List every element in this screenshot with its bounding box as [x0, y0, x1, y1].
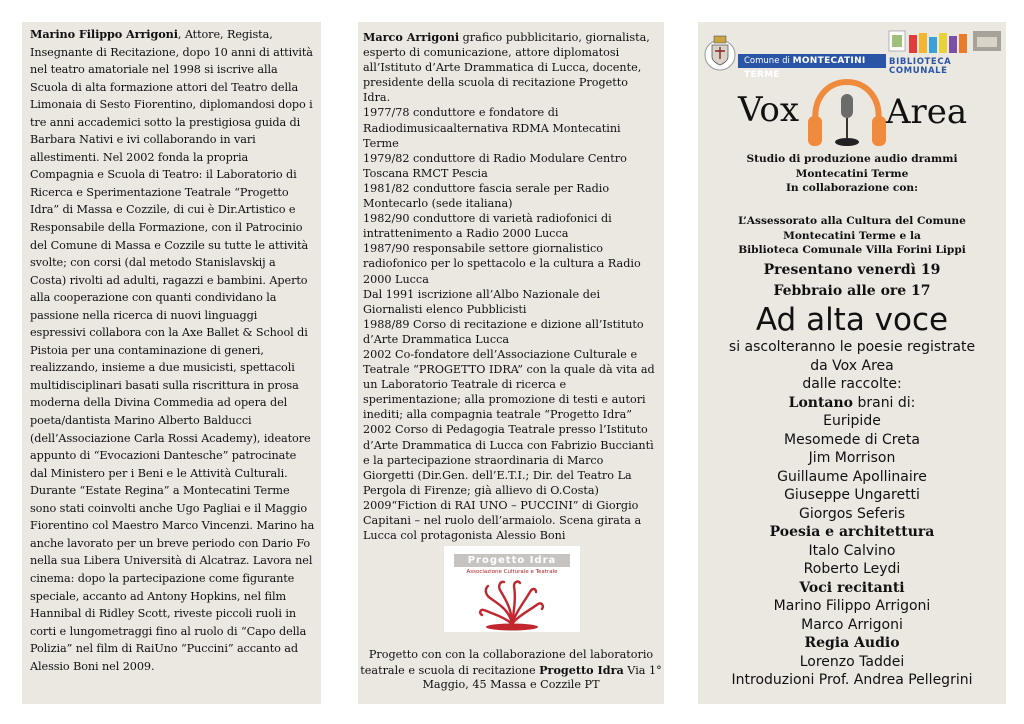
bio-marco-line: 1982/90 conduttore di varietà radiofonici di	[363, 212, 612, 226]
program-line	[698, 338, 1006, 357]
studio-line: In collaborazione con:	[785, 182, 919, 194]
program-line	[698, 357, 1006, 376]
biblioteca-text	[889, 58, 951, 75]
bio-marco-line: Toscana RMCT Pescia	[363, 166, 488, 180]
bio-marco-line: 1979/82 conduttore di Radio Modulare Centro	[363, 151, 627, 165]
footnote-bold: Progetto Idra	[539, 662, 624, 677]
program-item: da Vox Area	[810, 357, 894, 374]
event-program	[698, 338, 1006, 690]
program-line	[698, 653, 1006, 672]
collaboration-footnote	[358, 648, 664, 693]
program-item: Guillaume Apollinaire	[777, 468, 927, 485]
program-line	[698, 505, 1006, 524]
program-line	[698, 579, 1006, 598]
program-item: si ascolteranno le poesie registrate	[728, 339, 976, 355]
bio-marino-name: Marino Filippo Arrigoni	[30, 27, 178, 41]
bio-marco-line: sperimentazione; alla promozione di testi e autori	[363, 393, 646, 407]
bio-marco-line: presidente della scuola di recitazione Progetto	[363, 76, 629, 90]
progetto-idra-logo-title: Progetto Idra	[454, 554, 570, 567]
event-date-line: Presentano venerdì 19	[763, 262, 941, 278]
studio-description	[698, 152, 1006, 196]
bio-marco-line: d’Arte Drammatica Lucca	[363, 332, 510, 346]
footnote-address: Via 1° Maggio, 45 Massa e Cozzile PT	[422, 663, 662, 691]
bio-marco-line: Terme	[363, 136, 399, 150]
program-item: Introduzioni Prof. Andrea Pellegrini	[731, 672, 973, 688]
partner-line: L’Assessorato alla Cultura del Comune	[738, 215, 966, 227]
program-heading: Lontano	[788, 394, 854, 411]
program-line	[698, 542, 1006, 561]
bio-marco-line: Pergola di Firenze; già allievo di O.Costa)	[363, 483, 599, 497]
bio-marco-line: all’Istituto d’Arte Drammatica di Lucca, docente,	[363, 61, 642, 75]
program-item: Giorgos Seferis	[799, 505, 905, 522]
biblioteca-line1: BIBLIOTECA	[889, 57, 952, 67]
bio-marino-text	[30, 26, 315, 675]
bio-marco-line: 1987/90 responsabile settore giornalistico	[363, 242, 604, 256]
program-line	[698, 412, 1006, 431]
program-line	[698, 468, 1006, 487]
vox-area-logo	[734, 78, 984, 158]
biblioteca-logo	[887, 27, 1005, 77]
bio-marco-line: esperto di comunicazione, attore diplomatosi	[363, 46, 620, 60]
bio-marco-text	[363, 30, 660, 543]
footnote-text: Progetto con con la collaborazione del laboratorio teatrale e scuola di recitazione	[360, 648, 654, 677]
program-line	[698, 486, 1006, 505]
bio-marco-line: 2009“Fiction di RAI UNO – PUCCINI” di Giorgio	[363, 498, 639, 512]
comune-name: MONTECATINI TERME	[744, 56, 866, 80]
bio-marco-line: grafico pubblicitario, giornalista,	[459, 31, 650, 44]
program-item: Roberto Leydi	[803, 561, 901, 577]
program-item: Euripide	[823, 413, 881, 429]
event-title: Ad alta voce	[755, 302, 949, 338]
vox-area-word2: Area	[886, 92, 968, 132]
event-date	[698, 260, 1006, 302]
program-item: Jim Morrison	[808, 450, 896, 466]
partner-line: Biblioteca Comunale Villa Forini Lippi	[738, 244, 966, 256]
program-heading: Regia Audio	[804, 635, 900, 651]
program-item: dalle raccolte:	[802, 376, 902, 392]
bio-marco-line: Capitani – nel ruolo dell’armaiolo. Scena girata a	[363, 514, 642, 527]
program-line	[698, 523, 1006, 542]
bio-marco-line: e la partecipazione straordinaria di Marco	[363, 453, 604, 467]
bio-marco-line: Giornalisti elenco Pubblicisti	[363, 302, 527, 316]
progetto-idra-logo-subtitle: Associazione Culturale e Teatrale	[466, 569, 558, 575]
biblioteca-books-icon	[887, 27, 1005, 57]
program-item: Giuseppe Ungaretti	[784, 487, 920, 503]
program-heading: Voci recitanti	[799, 579, 905, 596]
program-item: Lorenzo Taddei	[799, 653, 905, 670]
program-line	[698, 394, 1006, 413]
bio-marco-line: Giorgetti (Dir.Gen. dell’E.T.I.; Dir. del Teatro La	[363, 468, 632, 482]
program-item: Italo Calvino	[808, 542, 896, 559]
bio-marco-name: Marco Arrigoni	[363, 30, 460, 44]
program-line	[698, 449, 1006, 468]
studio-line: Montecatini Terme	[795, 167, 909, 180]
program-item: Marco Arrigoni	[801, 616, 903, 633]
bio-marco-line: intrattenimento a Radio 2000 Lucca	[363, 227, 569, 241]
bio-marino-body: , Attore, Regista, Insegnante di Recitazione, dopo 10 anni di attività nel teatro amatoriale nel 1998 si iscrive alla Scuola di alta formazione attori del Teatro della Limonaia di Sesto Fiorentino, diplomandosi dopo i tre anni accademici sotto la prestigiosa guida di Barbara Nativi e ivi collaborando in vari allestimenti. Nel 2002 fonda la propria Compagnia e Scuola di Teatro: il Laboratorio di Ricerca e Sperimentazione Teatrale “Progetto Idra” di Massa e Cozzile, di cui è Dir.Artistico e Responsabile della Formazione, con il Patrocinio del Comune di Massa e Cozzile su tutte le attività svolte; con corsi (dal metodo Stanislavskij a Costa) rivolti ad adulti, ragazzi e bambini. Aperto alla cooperazione con quanti condividano la passione nella ricerca di nuovi linguaggi espressivi collabora con la Axe Ballet & School di Pistoia per una contaminazione di generi, realizzando, insieme a due musicisti, spettacoli multidisciplinari basati sulla riscrittura in prosa moderna della Divina Commedia ad opera del poeta/dantista Marino Alberto Balducci (dell’Associazione Carla Rossi Academy), ideatore appunto di “Evocazioni Dantesche” patrocinate dal Ministero per i Beni e le Attività Culturali. Durante “Estate Regina” a Montecatini Terme sono stati coinvolti anche Ugo Pagliai e il Maggio Fiorentino col Maestro Marco Vincenzi. Marino ha anche lavorato per un breve periodo con Dario Fo nella sua Libera Università di Alcatraz. Lavora nel cinema: dopo la partecipazione come figurante speciale, accanto ad Antony Hopkins, nel film Hannibal di Ridley Scott, riveste piccoli ruoli in corti e lungometraggi fino al ruolo di “Capo della Polizia” nel film di RaiUno “Puccini” accanto ad Alessio Boni nel 2009.	[30, 28, 315, 673]
bio-marco-line: Teatrale “PROGETTO IDRA” con la quale dà vita ad	[363, 363, 655, 377]
bio-marco-line: d’Arte Drammatica di Lucca con Fabrizio Bucciantì	[363, 438, 654, 452]
program-line	[698, 671, 1006, 690]
bio-marco-line: Idra.	[363, 91, 391, 105]
progetto-idra-logo	[444, 546, 580, 632]
biblioteca-line2: COMUNALE	[889, 65, 948, 76]
bio-marco-line: 1988/89 Corso di recitazione e dizione all’Istituto	[363, 317, 644, 331]
partners-description	[698, 214, 1006, 258]
bio-panel-marino	[22, 22, 321, 704]
bio-marco-line: radiofonico per lo spettacolo e la cultura a Radio	[363, 257, 641, 271]
program-item: Mesomede di Creta	[784, 431, 920, 448]
comune-badge	[738, 54, 886, 80]
bio-marco-line: Radiodimusicaalternativa RDMA Montecatini	[363, 121, 621, 135]
program-line	[698, 431, 1006, 450]
program-line	[698, 597, 1006, 616]
partner-line: Montecatini Terme e la	[783, 229, 921, 242]
program-line	[698, 375, 1006, 394]
event-panel	[698, 22, 1006, 704]
vox-area-word1: Vox	[738, 90, 800, 130]
program-line	[698, 560, 1006, 579]
program-line	[698, 634, 1006, 653]
bio-panel-marco	[358, 22, 664, 704]
hydra-icon	[472, 576, 552, 632]
bio-marco-line: inediti; alla compagnia teatrale “Progetto Idra”	[363, 408, 632, 422]
headphones-microphone-icon	[806, 78, 888, 154]
program-line	[698, 616, 1006, 635]
bio-marco-line: 1977/78 conduttore e fondatore di	[363, 106, 559, 120]
bio-marco-line: 1981/82 conduttore fascia serale per Radio	[363, 181, 610, 195]
program-suffix: brani di:	[853, 394, 916, 411]
bio-marco-line: Dal 1991 iscrizione all’Albo Nazionale dei	[363, 287, 601, 301]
bio-marco-line: Montecarlo (sede italiana)	[363, 197, 513, 211]
program-heading: Poesia e architettura	[769, 524, 935, 540]
bio-marco-line: 2002 Corso di Pedagogia Teatrale presso l’Istituto	[363, 423, 648, 437]
bio-marco-line: 2002 Co-fondatore dell’Associazione Culturale e	[363, 347, 638, 361]
program-item: Marino Filippo Arrigoni	[773, 598, 931, 614]
comune-logo	[704, 31, 886, 80]
bio-marco-line: Lucca col protagonista Alessio Boni	[363, 529, 566, 543]
coat-of-arms-icon	[704, 31, 736, 71]
bio-marco-line: un Laboratorio Teatrale di ricerca e	[363, 378, 567, 392]
bio-marco-line: 2000 Lucca	[363, 272, 429, 286]
comune-prefix: Comune di	[744, 56, 793, 66]
event-date-line: Febbraio alle ore 17	[773, 283, 931, 299]
studio-line: Studio di produzione audio drammi	[746, 153, 958, 165]
